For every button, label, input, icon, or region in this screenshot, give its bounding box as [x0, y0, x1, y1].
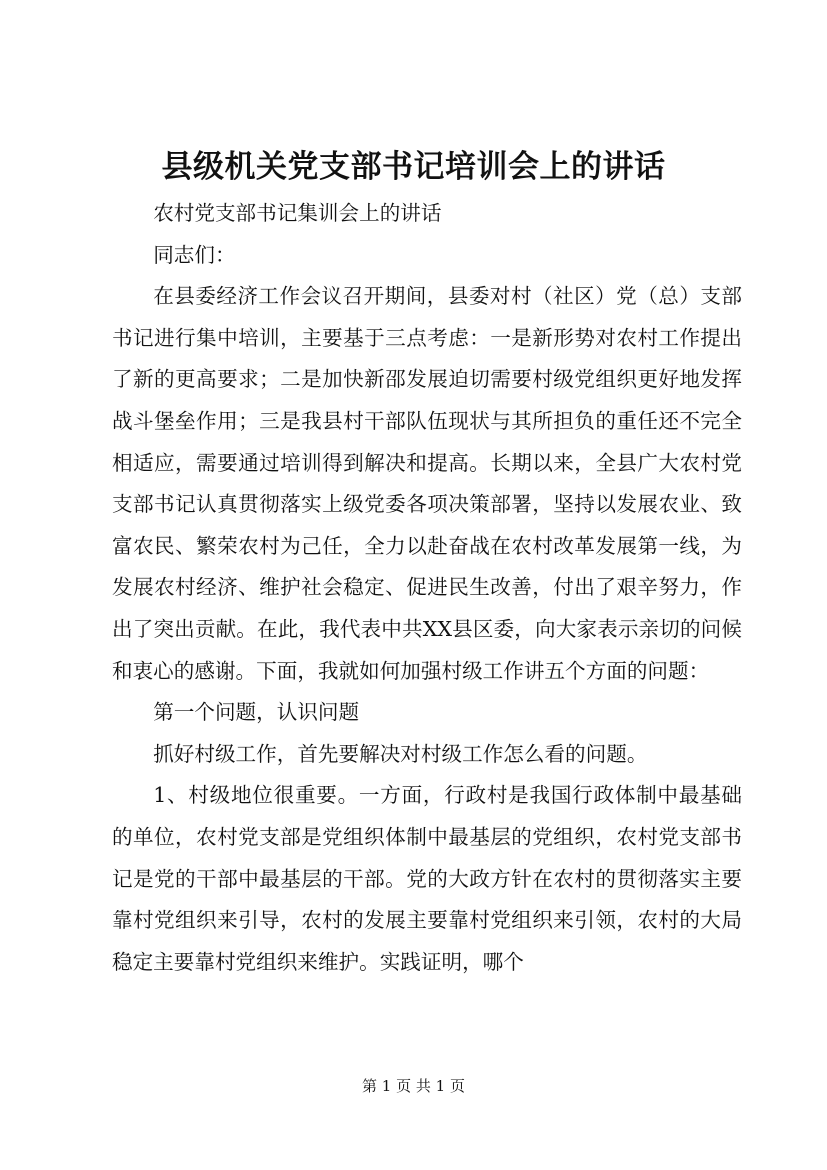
paragraph: 在县委经济工作会议召开期间，县委对村（社区）党（总）支部书记进行集中培训，主要基于三点考虑：一是新形势对农村工作提出了新的更高要求；二是加快新邵发展迫切需要村级党组织更好地发挥战斗堡垒作用；三是我县村干部队伍现状与其所担负的重任还不完全相适应，需要通过培训得到解决和提高。长期以来，全县广大农村党支部书记认真贯彻落实上级党委各项决策部署，坚持以发展农业、致富农民、繁荣农村为己任，全力以赴奋战在农村改革发展第一线，为发展农村经济、维护社会稳定、促进民生改善，付出了艰辛努力，作出了突出贡献。在此，我代表中共XX县区委，向大家表示亲切的问候和衷心的感谢。下面，我就如何加强村级工作讲五个方面的问题：	[112, 284, 742, 683]
document-title: 县级机关党支部书记培训会上的讲话	[161, 149, 666, 185]
paragraph: 同志们：	[153, 242, 236, 267]
page-footer: 第 1 页 共 1 页	[362, 1077, 465, 1095]
paragraph: 农村党支部书记集训会上的讲话	[153, 201, 442, 225]
paragraph: 抓好村级工作，首先要解决对村级工作怎么看的问题。	[153, 741, 648, 766]
paragraph: 第一个问题，认识问题	[153, 700, 360, 725]
document-body	[112, 193, 742, 983]
paragraph: 1、村级地位很重要。一方面，行政村是我国行政体制中最基础的单位，农村党支部是党组织体制中最基层的党组织，农村党支部书记是党的干部中最基层的干部。党的大政方针在农村的贯彻落实主要靠村党组织来引导，农村的发展主要靠村党组织来引领，农村的大局稳定主要靠村党组织来维护。实践证明，哪个	[112, 783, 742, 974]
